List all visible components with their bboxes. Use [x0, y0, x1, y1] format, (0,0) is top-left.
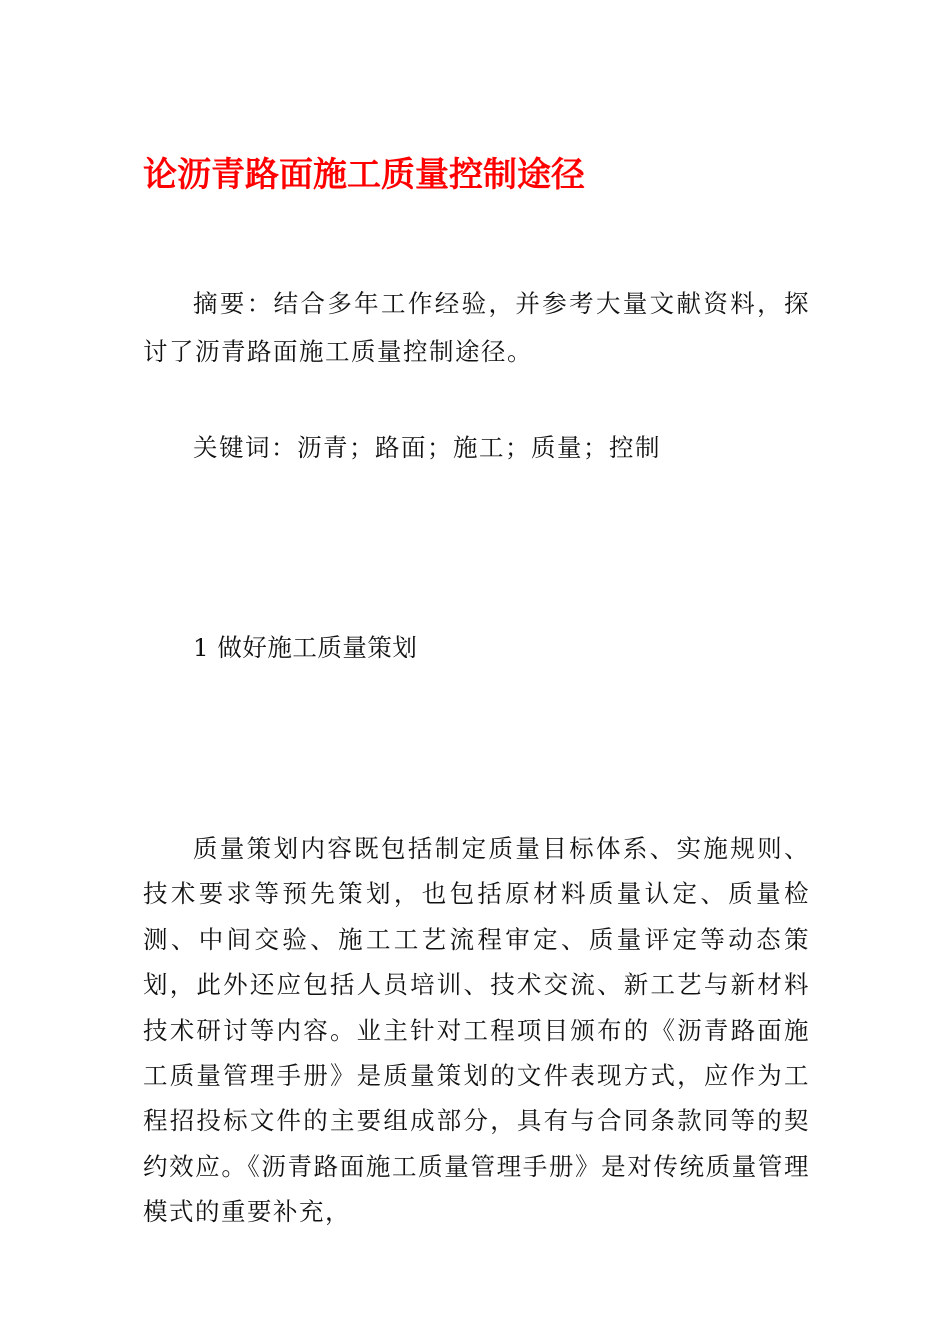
- document-title: 论沥青路面施工质量控制途径: [143, 154, 585, 195]
- keywords-paragraph: 关键词：沥青；路面；施工；质量；控制: [193, 433, 661, 462]
- section-heading: 1 做好施工质量策划: [193, 633, 418, 662]
- body-paragraph: 质量策划内容既包括制定质量目标体系、实施规则、技术要求等预先策划，也包括原材料质量认定、质量检测、中间交验、施工工艺流程审定、质量评定等动态策划，此外还应包括人员培训、技术交流、新工艺与新材料技术研讨等内容。业主针对工程项目颁布的《沥青路面施工质量管理手册》是质量策划的文件表现方式，应作为工程招投标文件的主要组成部分，具有与合同条款同等的契约效应。《沥青路面施工质量管理手册》是对传统质量管理模式的重要补充，: [143, 834, 810, 1227]
- abstract-paragraph: 摘要：结合多年工作经验，并参考大量文献资料，探讨了沥青路面施工质量控制途径。: [143, 289, 810, 366]
